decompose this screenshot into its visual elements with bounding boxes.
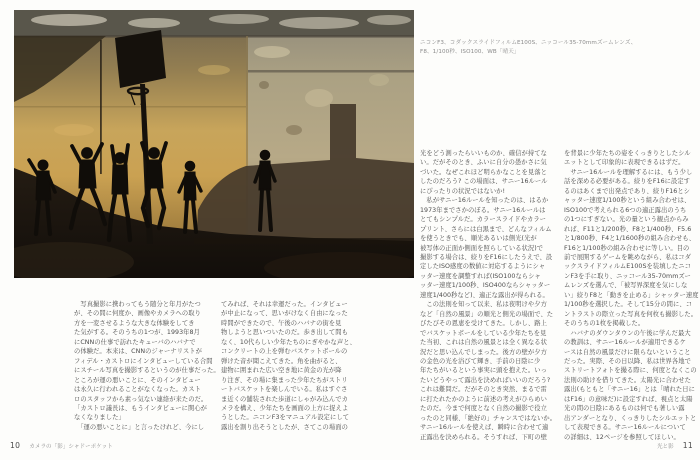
photo-caption: ニコンF3、コダックスライドフィルムE100S、ニッコール35-70mmズームレンズ、 F8、1/100秒、ISO100、WB「晴天」 <box>420 40 637 55</box>
right-page-footer <box>657 441 693 450</box>
left-page-footer <box>10 441 113 450</box>
background-pole <box>100 40 102 174</box>
page-number-left: 10 <box>10 441 21 450</box>
left-page-text-column-2: てみれば、それは幸運だった。インタビュー が中止になって、思いがけなく自由になった 時間ができたので、午後のハバナの街を見 物しようと思いついたのだ。歩き出して間も なく、10代らしい少年たちのにぎやかな声と、 コンクリートの上を弾むバスケットボールの 弾けた音が聞こえてきた。角を曲がると、 建物に囲まれた広い空き地に黄金の光が降 り注ぎ、その場に集まった少年たちがストリ ートバスケットを楽しんでいる。私はすぐさ ま近くの舗装された歩道にしゃがみ込んでカ メラを構え、少年たちを画面の上方に捉えよ うとした。ニコンF3をマニュアル設定にして 露出を割り出そうとしたが、さてこの場面の <box>221 301 356 431</box>
right-page-text-column-2: を背景に少年たちの姿をくっきりとしたシル エットとして印象的に表現できるはずだ。 サニー16ルールを理解するには、もう少し 話を深める必要がある。絞りをF16に設定す るのはあくまで出発点であり、絞りF16とシ ャッター速度1/100秒という組み合わせは、 ISO100で考えられる6つの適正露出のうち の1つにすぎない。光の量という観点からみ れば、F11と1/200秒、F8と1/400秒、F5.6 と1/800秒、F4と1/1600秒の組み合わせも、 F16と1/100秒の組み合わせに等しい。目の 前で展開するゲームを眺めながら、私はコダ ックスライドフィルムE100Sを装填したニコ ンF3を手に取り、ニッコール35-70mmズー ムレンズを選んで、「被写界深度を気にしな い」絞りF8と「動きを止める」シャッター速度 1/100秒を選択した。そして15分の間に、コ ントラストの際立った写真を何枚も撮影した。 そのうちの1枚を掲載した。 ハバナのダウンタウンの午後に学んだ最大 の教訓は、サニー16ルールが適用できるケ ースは自然の風景だけに限らないということ だった。実際、その日以降、私は世界各地で ストリートフォトを撮る際に、何度となくこの 法則の助けを借りてきた。太陽光に合わせた 露出(もともと「サニー16」とは「晴れた日に はF16」の意味だ)に設定すれば、視点と太陽 光の間の日陰にあるものは何でも著しい露 出アンダーとなり、くっきりしたシルエットと して表現できる。サニー16ルールについて の詳細は、12ページを参照してほしい。 <box>564 150 699 441</box>
photo-illustration <box>14 10 414 278</box>
page-number-right: 11 <box>682 441 693 450</box>
right-footer-chapter: 光と影 <box>656 444 674 450</box>
basketball-photo <box>14 10 414 278</box>
rubble-line <box>194 238 414 244</box>
left-footer-title: カメラの「影」シャドーポケット <box>29 444 113 450</box>
right-page-text-column-1: 光をどう測ったらいいものか、確信が持てな い。だがそのとき、ふいに自分の愚かさに気 づいた。なぜこれほど明らかなことを見落と したのだろう? この場面は、サニー16ルール にぴったりの状況ではないか! 私がサニー16ルールを知ったのは、はるか 1973年までさかのぼる。サニー16ルールは とてもシンプルだ。カラースライドやカラー プリント、さらには白黒まで、どんなフィルム を使うときでも、順光あるいは側光(光が 被写体の正面か側面を照らしている状況)で 撮影する場合は、絞りをF16にしたうえで、設 定したISO感度の数値に対応するようにシャ ッター速度を調整すれば(ISO100ならシャ ッター速度1/100秒、ISO400ならシャッター 速度1/400秒など)、適正な露出が得られる。 この法則を知って以来、私は夜明けや夕方 など「自然の風景」の順光と側光の場面で、た びたびその恩恵を受けてきた。しかし、路上 でバスケットボールをしている少年たちを見 た当初、これは自然の風景とは全く異なる状 況だと思い込んでしまった。後方の壁が夕方 の金色の光を浴びて輝き、手前の日陰に少 年たちがいるという事実に頭を抱えた。いっ たいどうやって露出を決めればいいのだろう? これは難問だ。だがそのとき突然、まるで雷 に打たれたかのように前述の考えがひらめい たのだ。今まで何度となく自然の撮影で役立 ったのと同様、「絶好の」チャンスではないか。 サニー16ルールを使えば、瞬時に合わせて適 正露出を決められる。そうすれば、下町の壁 <box>420 150 557 441</box>
left-page-text-column-1: 写真撮影に携わってもう随分と年月がたつ が、その間に何度か、画像やカメラへの取り 方を一変させるような大きな体験をしてき た気がする。そのうちの1つが、1993年8月 にCNNの仕事で訪れたキューバのハバナで の体験だ。本来は、CNNのジャーナリストが フィデル・カストロにインタビューしている合間 にスチール写真を撮影するというのが仕事だった。 ところが運の悪いことに、そのインタビュー は永久に行われることがなくなった。カスト ロのスタッフから素っ気ない連絡が来たのだ。 「カストロ議長は、もうインタビューに関心が なくなりました」 「運の悪いことに」と言ったけれど、今にし <box>74 301 220 431</box>
